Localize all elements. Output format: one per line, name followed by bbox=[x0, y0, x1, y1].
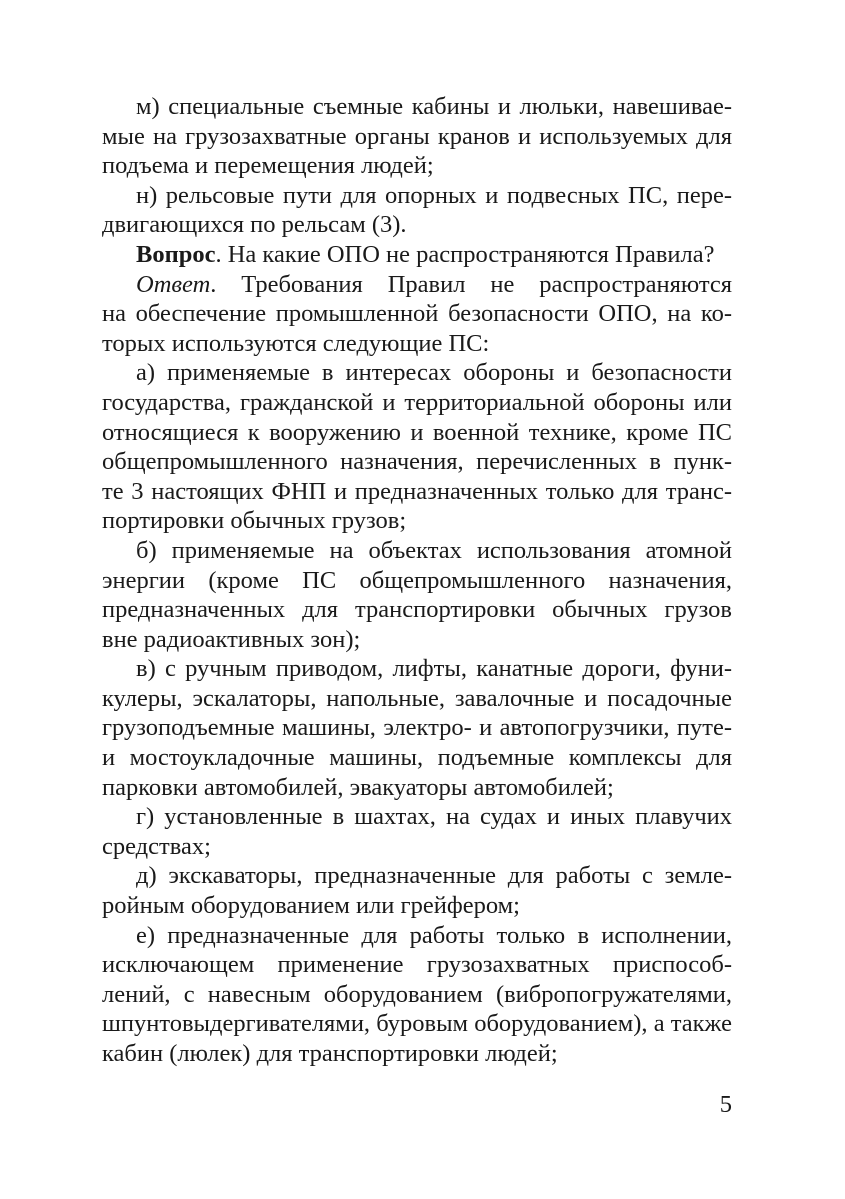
text-line: кабин (люлек) для транспортировки людей; bbox=[102, 1040, 558, 1067]
text-line: м) специальные съемные кабины и люльки, навешивае- bbox=[136, 93, 732, 120]
text-line: относящиеся к вооружению и военной технике, кроме ПС bbox=[102, 418, 732, 446]
text-line: и мостоукладочные машины, подъемные комплексы для bbox=[102, 744, 732, 772]
text-line: лений, с навесным оборудованием (вибропогружателями, bbox=[102, 980, 732, 1008]
text-line: общепромышленного назначения, перечисленных в пунк- bbox=[102, 448, 732, 476]
paragraph-b bbox=[102, 536, 732, 654]
text-line: государства, гражданской и территориальной обороны или bbox=[102, 388, 732, 416]
paragraph-e bbox=[102, 921, 732, 1069]
question-label: Вопрос bbox=[136, 240, 216, 268]
paragraph-n bbox=[102, 181, 732, 240]
text-line: на обеспечение промышленной безопасности ОПО, на ко- bbox=[102, 300, 732, 328]
document-page bbox=[102, 92, 732, 1069]
text-line: грузоподъемные машины, электро- и автопогрузчики, путе- bbox=[102, 714, 732, 742]
text-line: н) рельсовые пути для опорных и подвесных ПС, пере- bbox=[136, 181, 732, 209]
text-line: д) экскаваторы, предназначенные для работы с земле- bbox=[136, 862, 732, 890]
text-line: средствах; bbox=[102, 832, 211, 860]
text-line: мые на грузозахватные органы кранов и используемых для bbox=[102, 122, 732, 150]
text-line: кулеры, эскалаторы, напольные, завалочные и посадочные bbox=[102, 684, 732, 712]
text-line: подъема и перемещения людей; bbox=[102, 152, 434, 180]
question-text: . На какие ОПО не распространяются Правила? bbox=[215, 240, 715, 268]
page-number: 5 bbox=[719, 1091, 732, 1118]
answer-text: . Требования Правил не распространяются bbox=[210, 270, 732, 298]
text-line: портировки обычных грузов; bbox=[102, 507, 407, 535]
paragraph-d bbox=[102, 861, 732, 920]
text-line: б) применяемые на объектах использования атомной bbox=[136, 536, 732, 564]
paragraph-g bbox=[102, 802, 732, 861]
paragraph-a bbox=[102, 358, 732, 536]
text-line: торых используются следующие ПС: bbox=[102, 329, 490, 357]
paragraph-m bbox=[102, 92, 732, 181]
text-line: энергии (кроме ПС общепромышленного назначения, bbox=[102, 566, 732, 594]
text-line: а) применяемые в интересах обороны и безопасности bbox=[136, 359, 732, 387]
text-line: в) с ручным приводом, лифты, канатные дороги, фуни- bbox=[136, 655, 732, 683]
answer-label: Ответ bbox=[136, 270, 211, 298]
text-line: предназначенных для транспортировки обычных грузов bbox=[102, 596, 732, 624]
text-line: исключающем применение грузозахватных приспособ- bbox=[102, 951, 732, 979]
paragraph-v bbox=[102, 654, 732, 802]
text-line: двигающихся по рельсам (3). bbox=[102, 211, 407, 239]
text-line: е) предназначенные для работы только в исполнении, bbox=[136, 921, 732, 949]
text-line: те 3 настоящих ФНП и предназначенных только для транс- bbox=[102, 477, 732, 505]
answer-paragraph bbox=[102, 270, 732, 359]
text-line: шпунтовыдергивателями, буровым оборудованием), а также bbox=[102, 1010, 732, 1038]
text-line: парковки автомобилей, эвакуаторы автомобилей; bbox=[102, 773, 614, 801]
text-line: г) установленные в шахтах, на судах и иных плавучих bbox=[136, 803, 732, 831]
text-line: вне радиоактивных зон); bbox=[102, 625, 361, 653]
text-line: ройным оборудованием или грейфером; bbox=[102, 892, 520, 920]
question-paragraph bbox=[102, 240, 732, 270]
answer-first-line bbox=[102, 270, 732, 300]
